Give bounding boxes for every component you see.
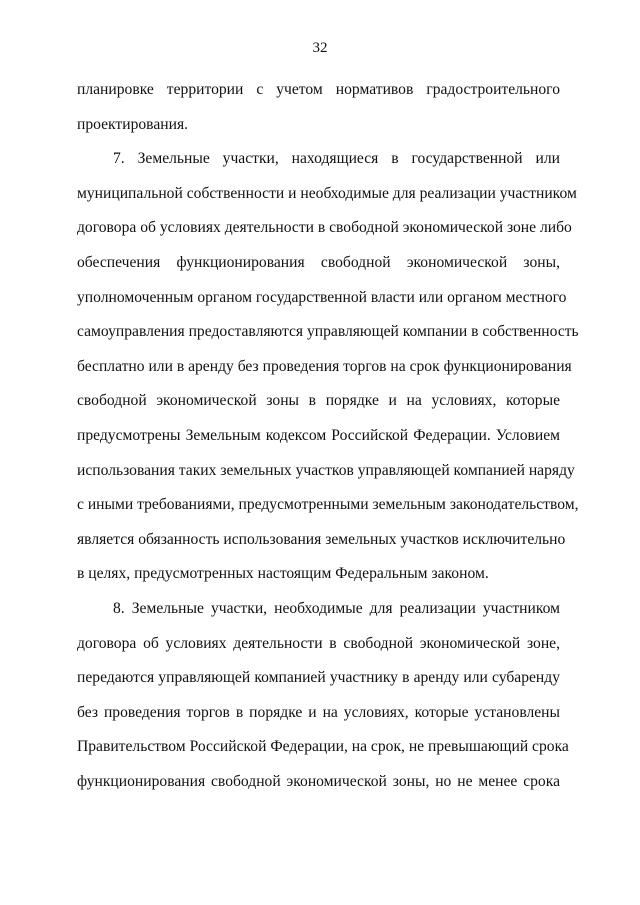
text-line: функционирования свободной экономической зоны, но не менее срока [77,772,560,790]
text-line: планировке территории с учетом нормативов градостроительного [77,81,560,98]
text-line: самоуправления предоставляются управляющей компании в собственность [77,323,579,341]
text-line: использования таких земельных участков управляющей компанией наряду [77,461,575,479]
text-line: договора об условиях деятельности в свободной экономической зоне, [77,634,560,652]
text-line: муниципальной собственности и необходимые для реализации участником [77,184,577,202]
text-line: Правительством Российской Федерации, на срок, не превышающий срока [77,738,569,756]
text-line: уполномоченным органом государственной власти или органом местного [77,288,567,306]
text-line: без проведения торгов в порядке и на условиях, которые установлены [77,703,560,721]
text-line: свободной экономической зоны в порядке и на условиях, которые [77,392,560,410]
text-line: проектирования. [77,115,189,133]
text-line: договора об условиях деятельности в свободной экономической зоне либо [77,219,572,237]
text-line: предусмотрены Земельным кодексом Российской Федерации. Условием [77,426,560,444]
text-line: обеспечения функционирования свободной экономической зоны, [77,253,560,271]
paragraph-7-start: 7. Земельные участки, находящиеся в государственной или [113,150,560,168]
text-line: бесплатно или в аренду без проведения торгов на срок функционирования [77,357,572,375]
page-number: 32 [312,40,328,56]
document-body [77,80,579,806]
text-line: является обязанность использования земельных участков исключительно [77,530,566,548]
text-line: в целях, предусмотренных настоящим Федеральным законом. [77,565,489,583]
text-line: передаются управляющей компанией участнику в аренду или субаренду [77,669,560,687]
paragraph-8-start: 8. Земельные участки, необходимые для реализации участником [113,599,560,617]
text-line: с иными требованиями, предусмотренными земельным законодательством, [77,496,579,514]
